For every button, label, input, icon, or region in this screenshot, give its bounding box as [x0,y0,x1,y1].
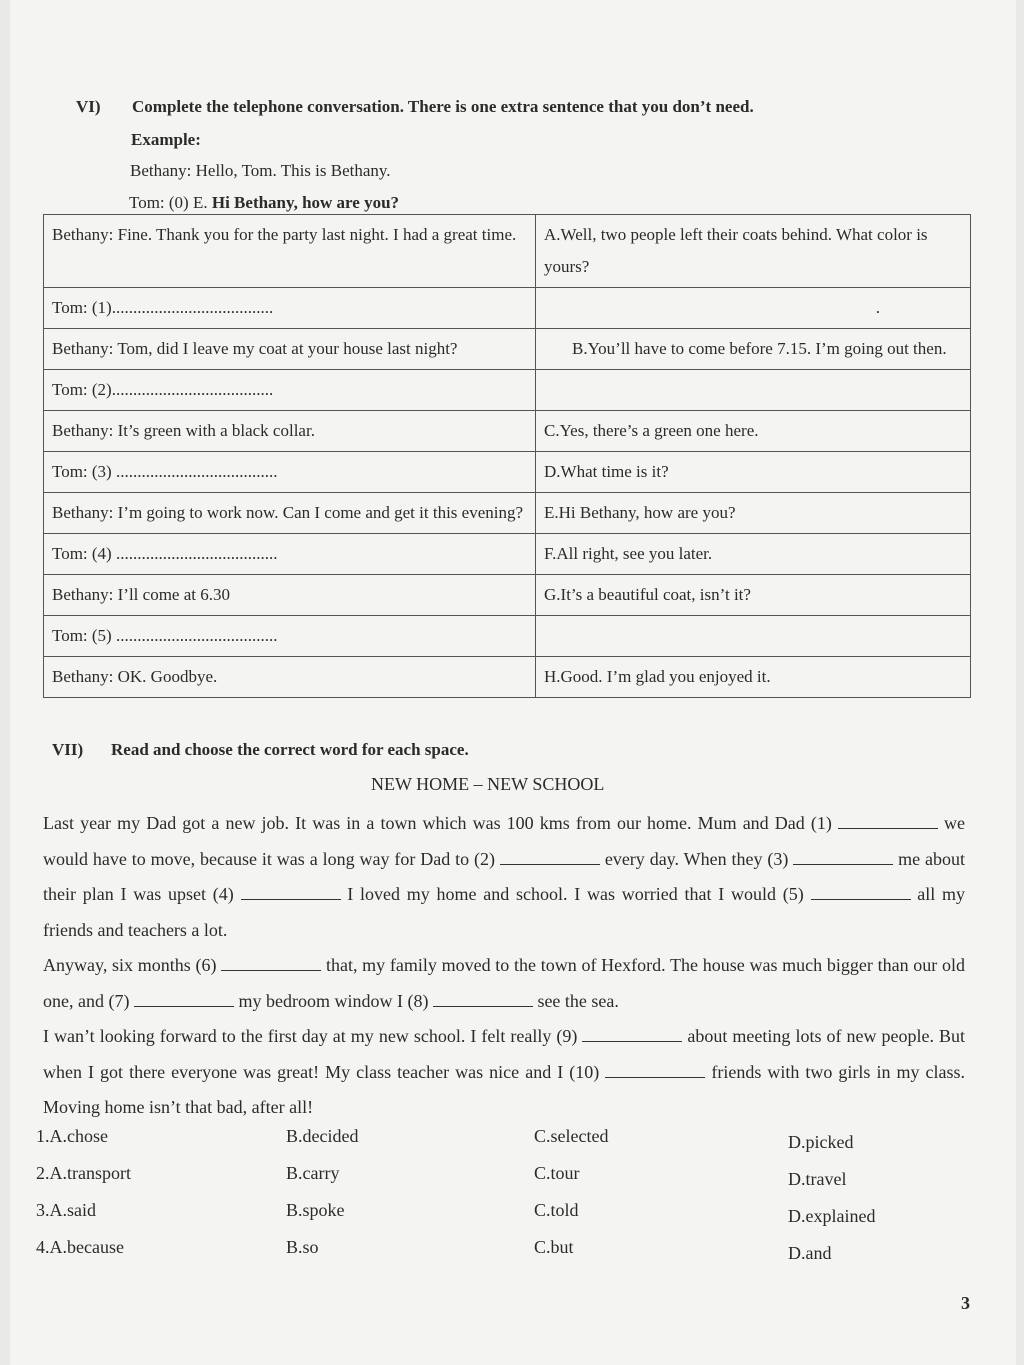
option-4b[interactable]: B.so [286,1237,319,1257]
table-row [44,616,971,657]
blank-1[interactable] [838,814,938,829]
answer-option: D.What time is it? [536,452,971,493]
story-text: every day. When they (3) [604,848,789,869]
blank-3[interactable] [793,850,893,865]
blank-8[interactable] [433,992,533,1007]
answer-option: E.Hi Bethany, how are you? [536,493,971,534]
option-4d[interactable]: D.and [788,1243,832,1263]
story-text: all my friends and teachers a lot. [43,884,966,940]
story-paragraph [43,806,965,1126]
dialog-gap[interactable]: Tom: (1)...................................... [44,288,536,329]
option-2d[interactable]: D.travel [788,1169,847,1189]
option-1c[interactable]: C.selected [534,1126,609,1146]
option-row-2 [36,1163,936,1200]
example-line-2-answer: Hi Bethany, how are you? [211,193,400,212]
option-3b[interactable]: B.spoke [286,1200,345,1220]
table-row [44,370,971,411]
option-1a[interactable]: 1.A.chose [36,1126,108,1146]
section-7-number: VII) [52,740,84,759]
story-text: I wan’t looking forward to the first day at my new school. I felt really (9) [43,1026,578,1046]
option-row-4 [36,1237,936,1274]
table-row [44,534,971,575]
dialog-line: Bethany: It’s green with a black collar. [44,411,536,452]
story-title: NEW HOME – NEW SCHOOL [371,774,605,794]
stray-mark: . [536,288,971,329]
option-2a[interactable]: 2.A.transport [36,1163,131,1183]
example-label: Example: [131,130,201,149]
option-2c[interactable]: C.tour [534,1163,580,1183]
option-1b[interactable]: B.decided [286,1126,359,1146]
answer-options [36,1126,936,1274]
example-line-2-prefix: Tom: (0) E. [129,193,208,212]
table-row [44,215,971,288]
dialog-line: Bethany: Fine. Thank you for the party last night. I had a great time. [44,215,536,288]
story-text: that, my family moved to the town of Hexford. The house was much bigger than our old one, and (7) [43,955,966,1011]
blank-2[interactable] [500,850,600,865]
option-row-3 [36,1200,936,1237]
story-text: friends with two girls in my class. Moving home isn’t that bad, after all! [43,1061,966,1117]
empty-cell [536,616,971,657]
answer-option: B.You’ll have to come before 7.15. I’m going out then. [536,329,971,370]
dialog-line: Bethany: I’ll come at 6.30 [44,575,536,616]
table-row [44,288,971,329]
blank-4[interactable] [241,885,341,900]
option-2b[interactable]: B.carry [286,1163,340,1183]
section-6-instruction: Complete the telephone conversation. There is one extra sentence that you don’t need. [132,97,754,116]
story-text: see the sea. [537,990,619,1011]
blank-5[interactable] [811,885,911,900]
table-row [44,411,971,452]
answer-option: G.It’s a beautiful coat, isn’t it? [536,575,971,616]
table-row [44,452,971,493]
section-6-number: VI) [76,97,101,116]
dialog-gap[interactable]: Tom: (2)...................................... [44,370,536,411]
example-line-1: Bethany: Hello, Tom. This is Bethany. [130,161,391,180]
dialog-line: Bethany: I’m going to work now. Can I come and get it this evening? [44,493,536,534]
section-7-instruction: Read and choose the correct word for each space. [111,740,469,759]
worksheet-page [10,0,1016,1365]
answer-option: A.Well, two people left their coats behind. What color is yours? [536,215,971,288]
blank-9[interactable] [582,1027,682,1042]
story-text: I loved my home and school. I was worried that I would (5) [347,884,804,904]
table-row [44,575,971,616]
dialog-gap[interactable]: Tom: (4) ...................................... [44,534,536,575]
story-text: me about their plan I was upset (4) [43,848,966,904]
example-line-2 [129,193,399,213]
table-row [44,493,971,534]
story-text: Last year my Dad got a new job. It was in a town which was 100 kms from our home. Mum and Dad (1) [43,813,832,833]
option-4c[interactable]: C.but [534,1237,574,1257]
blank-7[interactable] [134,992,234,1007]
answer-option: C.Yes, there’s a green one here. [536,411,971,452]
option-3a[interactable]: 3.A.said [36,1200,96,1220]
story-text: my bedroom window I (8) [238,990,429,1011]
table-row [44,657,971,698]
answer-option: H.Good. I’m glad you enjoyed it. [536,657,971,698]
story-text: about meeting lots of new people. But when I got there everyone was great! My class teacher was nice and I (10) [43,1026,966,1082]
dialog-line: Bethany: OK. Goodbye. [44,657,536,698]
dialog-table [43,214,971,698]
blank-10[interactable] [605,1063,705,1078]
dialog-gap[interactable]: Tom: (5) ...................................... [44,616,536,657]
dialog-line: Bethany: Tom, did I leave my coat at your house last night? [44,329,536,370]
answer-option: F.All right, see you later. [536,534,971,575]
option-1d[interactable]: D.picked [788,1132,854,1152]
page-number: 3 [961,1293,970,1313]
blank-6[interactable] [221,956,321,971]
table-row [44,329,971,370]
option-4a[interactable]: 4.A.because [36,1237,124,1257]
option-3d[interactable]: D.explained [788,1206,876,1226]
story-text: we would have to move, because it was a long way for Dad to (2) [43,813,966,869]
empty-cell [536,370,971,411]
option-3c[interactable]: C.told [534,1200,579,1220]
story-text: Anyway, six months (6) [43,955,217,975]
option-row-1 [36,1126,936,1163]
dialog-gap[interactable]: Tom: (3) ...................................... [44,452,536,493]
